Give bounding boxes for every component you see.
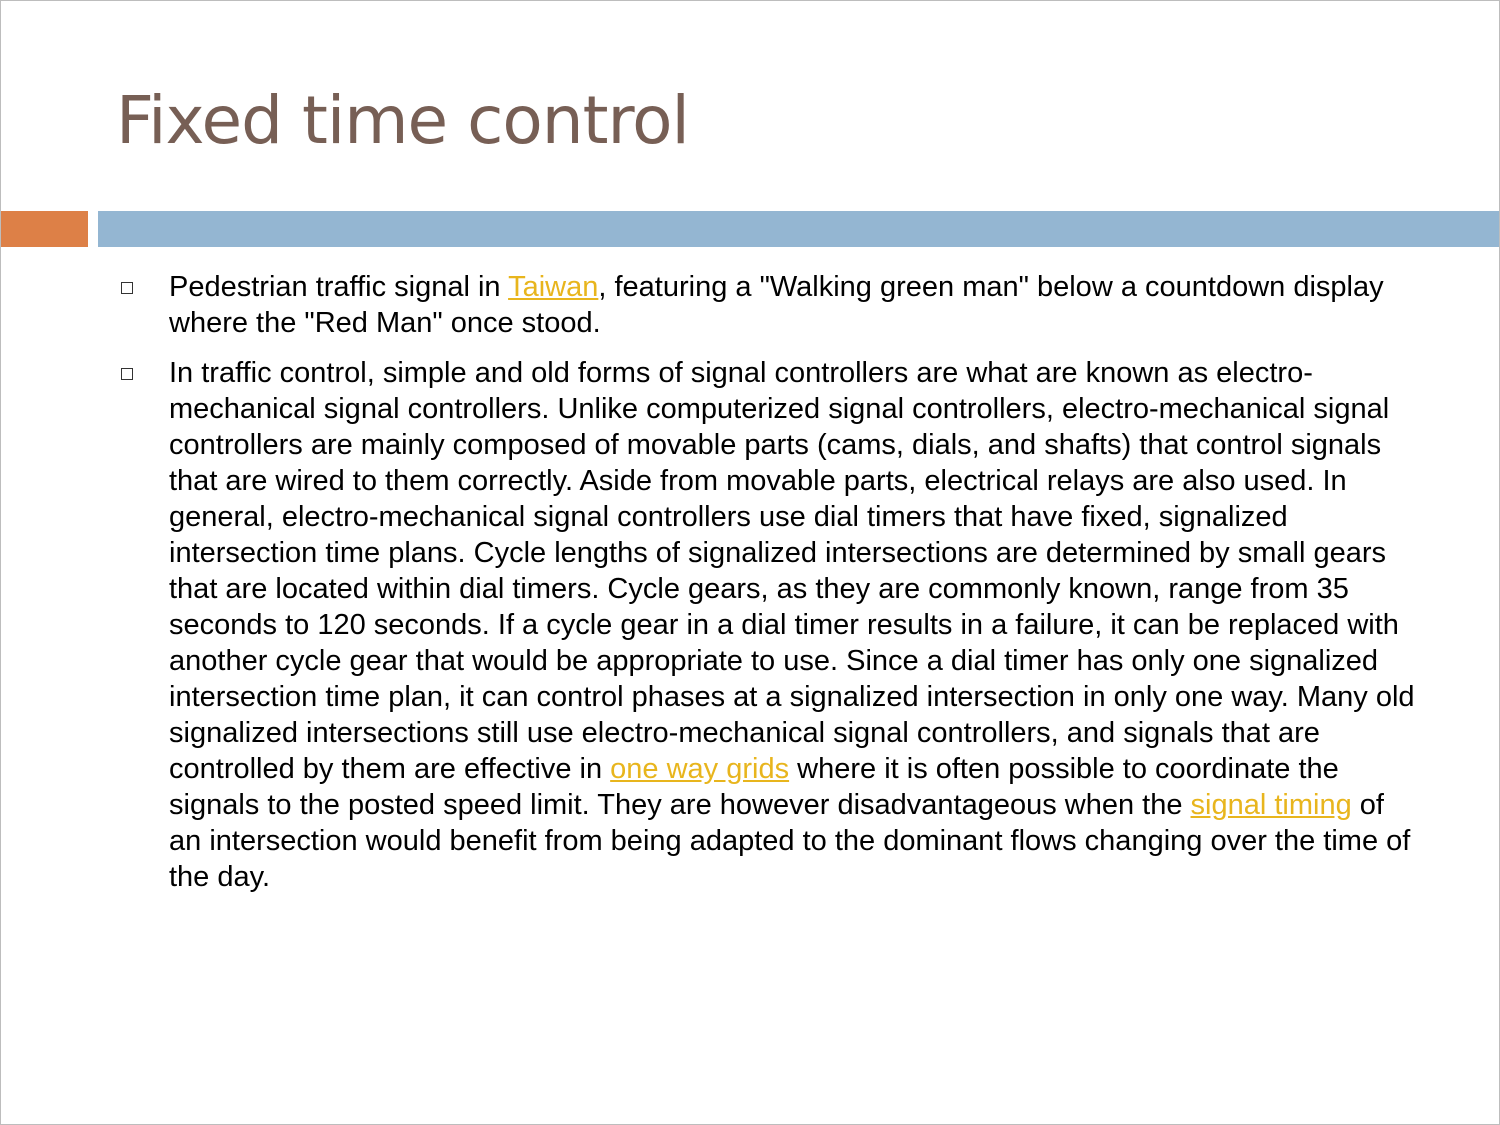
bullet-list <box>121 269 1421 909</box>
title-divider-bar <box>98 211 1500 247</box>
slide-title: Fixed time control <box>116 82 689 159</box>
bullet-text: of an intersection would benefit from being adapted to the dominant flows changing over the time of the day. <box>169 789 1411 893</box>
bullet-item-pedestrian-signal <box>121 269 1421 341</box>
bullet-item-electro-mechanical <box>121 355 1421 895</box>
accent-bar <box>1 211 88 247</box>
square-bullet-icon <box>121 282 133 294</box>
bullet-text: , featuring a "Walking green man" below a countdown display where the "Red Man" once stood. <box>169 271 1384 339</box>
bullet-text: Pedestrian traffic signal in <box>169 271 509 303</box>
link-signal-timing[interactable]: signal timing <box>1190 789 1352 821</box>
bullet-text: where it is often possible to coordinate the signals to the posted speed limit. They are however disadvantageous when the <box>169 753 1339 821</box>
link-one-way-grids[interactable]: one way grids <box>610 753 790 785</box>
bullet-text: In traffic control, simple and old forms of signal controllers are what are known as electro-mechanical signal controllers. Unlike computerized signal controllers, electro-mechanical signal controllers are mainly composed of movable parts (cams, dials, and shafts) that control signals that are wired to them correctly. Aside from movable parts, electrical relays are also used. In general, electro-mechanical signal controllers use dial timers that have fixed, signalized intersection time plans. Cycle lengths of signalized intersections are determined by small gears that are located within dial timers. Cycle gears, as they are commonly known, range from 35 seconds to 120 seconds. If a cycle gear in a dial timer results in a failure, it can be replaced with another cycle gear that would be appropriate to use. Since a dial timer has only one signalized intersection time plan, it can control phases at a signalized intersection in only one way. Many old signalized intersections still use electro-mechanical signal controllers, and signals that are controlled by them are effective in <box>169 357 1415 785</box>
square-bullet-icon <box>121 368 133 380</box>
link-taiwan[interactable]: Taiwan <box>508 271 599 303</box>
